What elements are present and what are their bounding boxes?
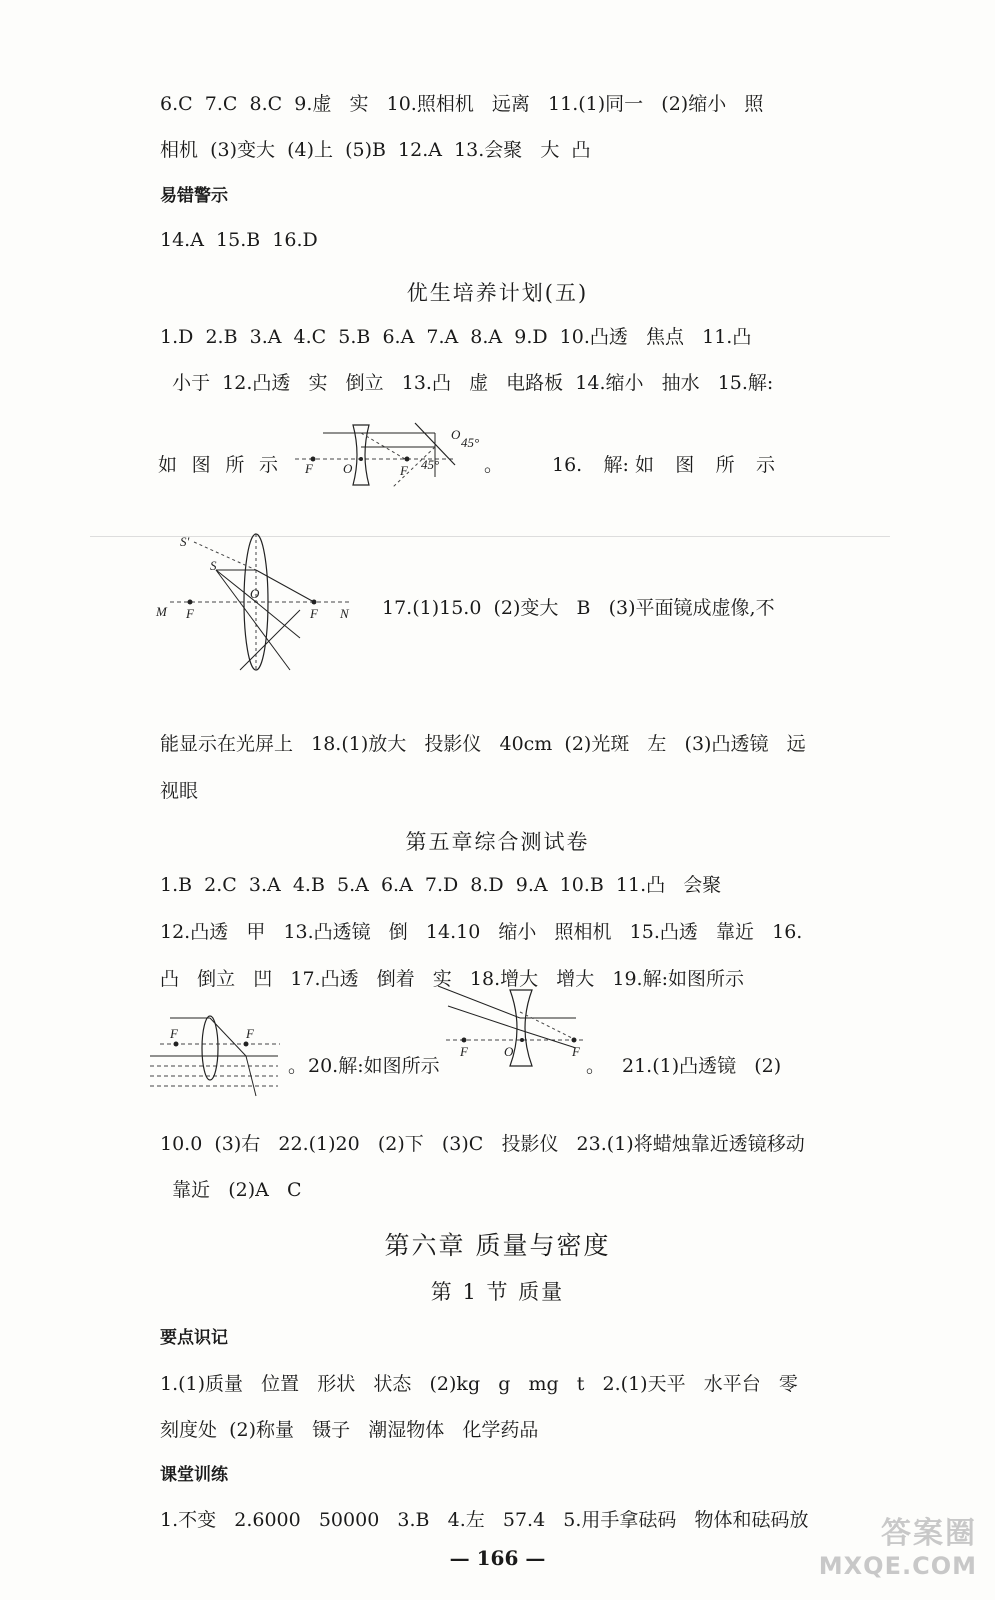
period-mark: 。	[484, 454, 504, 476]
answer-line-12: 凸 倒立 凹 17.凸透 倒着 实 18.增大 增大 19.解:如图所示	[160, 968, 745, 990]
fig16-label-M: M	[156, 604, 167, 619]
answer-line-5: 小于 12.凸透 实 倒立 13.凸 虚 电路板 14.缩小 抽水 15.解:	[160, 372, 774, 394]
period-mark: 。	[288, 1055, 308, 1077]
fig15-label-O: O	[343, 461, 353, 476]
as-shown-char: 所	[225, 454, 245, 476]
answer-16-part: 示	[755, 454, 775, 476]
fig20-label-O: O	[504, 1044, 514, 1059]
figure-16-converging-lens	[150, 530, 370, 680]
figure-15-diverging-lens-mirror	[295, 415, 485, 495]
answer-16-part: 图	[675, 454, 695, 476]
fig15-label-F2: F	[400, 463, 408, 478]
answer-line-13a: 20.解:如图所示	[308, 1055, 440, 1077]
page-number: — 166 —	[449, 1546, 546, 1570]
fig19-label-F2: F	[246, 1026, 254, 1041]
answer-16-part: 解: 如	[603, 454, 654, 476]
fig20-label-F2: F	[572, 1044, 580, 1059]
answer-16-label	[552, 453, 775, 477]
as-shown-char: 如	[158, 454, 178, 476]
as-shown-label	[158, 453, 278, 477]
answer-line-11: 12.凸透 甲 13.凸透镜 倒 14.10 缩小 照相机 15.凸透 靠近 16.	[160, 921, 803, 943]
watermark-line-2: MXQE.COM	[818, 1552, 977, 1580]
answer-line-17: 刻度处 (2)称量 镊子 潮湿物体 化学药品	[160, 1419, 539, 1441]
fig15-label-O2: O	[451, 427, 461, 442]
answer-line-8: 能显示在光屏上 18.(1)放大 投影仪 40cm (2)光斑 左 (3)凸透镜 远	[160, 733, 806, 755]
answer-line-15: 靠近 (2)A C	[160, 1179, 302, 1201]
fig20-label-F: F	[460, 1044, 468, 1059]
heading-chapter5-test: 第五章综合测试卷	[405, 830, 590, 854]
fig16-label-F: F	[186, 606, 194, 621]
fig16-label-S-prime: S'	[180, 534, 190, 549]
fig15-angle-2: 45°	[421, 457, 440, 472]
key-points-label: 要点识记	[160, 1328, 228, 1348]
watermark-line-1: 答案圈	[881, 1516, 977, 1551]
answer-line-18: 1.不变 2.6000 50000 3.B 4.左 57.4 5.用手拿砝码 物体和砝码放	[160, 1509, 809, 1531]
answer-line-14: 10.0 (3)右 22.(1)20 (2)下 (3)C 投影仪 23.(1)将蜡烛靠近透镜移动	[160, 1133, 805, 1155]
answer-line-16: 1.(1)质量 位置 形状 状态 (2)kg g mg t 2.(1)天平 水平台 零	[160, 1373, 798, 1395]
fig16-label-S: S	[210, 558, 217, 573]
answer-line-9: 视眼	[160, 780, 199, 802]
answer-line-10: 1.B 2.C 3.A 4.B 5.A 6.A 7.D 8.D 9.A 10.B 11.凸 会聚	[160, 874, 722, 896]
answer-line-4: 1.D 2.B 3.A 4.C 5.B 6.A 7.A 8.A 9.D 10.凸透 焦点 11.凸	[160, 326, 752, 348]
answer-line-7: 17.(1)15.0 (2)变大 B (3)平面镜成虚像,不	[382, 597, 775, 619]
answer-line-3: 14.A 15.B 16.D	[160, 229, 318, 251]
fig16-label-F2: F	[310, 606, 318, 621]
chapter-title: 第六章 质量与密度	[384, 1231, 611, 1260]
fig15-angle-1: 45°	[461, 435, 480, 450]
figure-20-diverging-lens	[436, 978, 596, 1078]
answer-16-part: 16.	[552, 454, 583, 476]
figure-19-lens-water	[150, 1010, 290, 1100]
fig15-label-F: F	[305, 461, 313, 476]
watermark	[767, 1516, 977, 1588]
as-shown-char: 图	[191, 454, 211, 476]
section-title: 第 1 节 质量	[430, 1280, 565, 1304]
fig19-label-F: F	[170, 1026, 178, 1041]
fig16-label-O: O	[250, 586, 260, 601]
answer-16-part: 所	[715, 454, 735, 476]
answer-line-13b: 21.(1)凸透镜 (2)	[622, 1055, 782, 1077]
easy-errors-label: 易错警示	[160, 186, 228, 206]
answer-line-2: 相机 (3)变大 (4)上 (5)B 12.A 13.会聚 大 凸	[160, 139, 591, 161]
as-shown-char: 示	[258, 454, 278, 476]
class-training-label: 课堂训练	[160, 1465, 228, 1485]
fig16-label-N: N	[340, 606, 349, 621]
heading-youshen: 优生培养计划(五)	[406, 281, 589, 305]
answer-line-1: 6.C 7.C 8.C 9.虚 实 10.照相机 远离 11.(1)同一 (2)缩小 照	[160, 93, 764, 115]
period-mark: 。	[586, 1055, 606, 1077]
